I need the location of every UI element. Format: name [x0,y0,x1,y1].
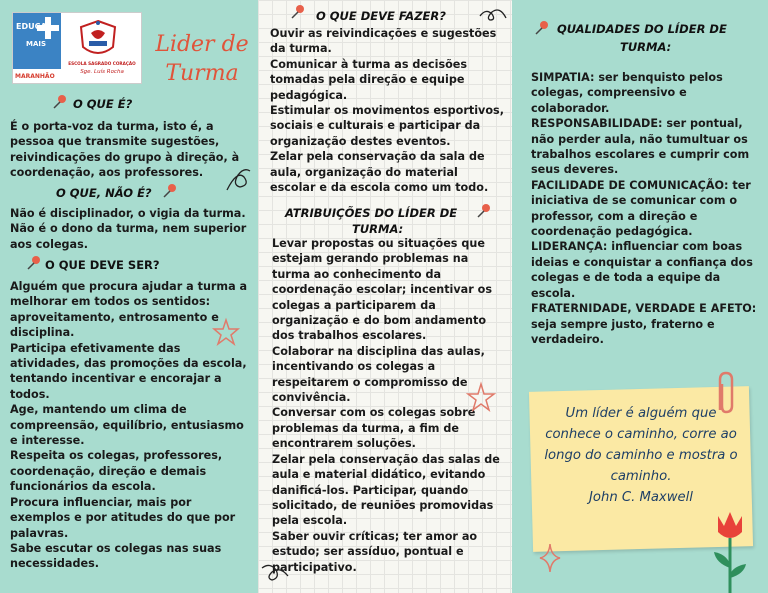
pushpin-icon [476,203,492,219]
text-qualities: SIMPATIA: ser benquisto pelos colegas, compreensivo e colaborador. RESPONSABILIDADE: ser pontual, não perder aula, não tumultuar os trabalhos escolares e cumprir com seus deveres. FACILIDADE DE COMUNICAÇÃO: ter iniciativa de se comunicar com o professor, com a direção e coordenação pedagógica. LIDERANÇA: influenciar com boas ideias e conquistar a confiança dos colegas e de toda a equipe da escola. FRATERNIDADE, VERDADE E AFETO: seja sempre justo, fraterno e verdadeiro. [531,71,757,346]
text-attributions: Levar propostas ou situações que estejam gerando problemas na turma ao conhecimento da coordenação escolar; incentivar os colegas a participarem da organização e do bom andamento dos trabalhos escolares. Colaborar na disciplina das aulas, incentivando os colegas a respeitarem o compromisso de convivência. Conversar com os colegas sobre problemas da turma, a fim de encontrarem soluções. Zelar pela conservação das salas de aula e material didático, evitando danificá-los. Participar, quando solicitado, de reuniões promovidas pela escola. Saber ouvir críticas; ter amor ao estudo; ser assíduo, pontual e participativo. [272,237,500,574]
pushpin-icon [52,94,68,110]
flower-icon [708,508,752,593]
logo-school-sub: Sge. Luís Rocha [80,69,124,75]
heading-qualities-1: QUALIDADES DO LÍDER DE [557,22,727,36]
star-doodle-icon [466,382,496,412]
page-title [148,30,256,88]
heading-qualities-2: TURMA: [620,40,672,54]
swirl-doodle-icon [222,165,252,195]
heading-should-be: O QUE DEVE SER? [45,258,160,272]
text-should-be: Alguém que procura ajudar a turma a melhorar em todos os sentidos: aproveitamento, entrosamento e disciplina. Participa efetivamente das atividades, das promoções da escola, tentando incentivar e encorajar a todos. Age, mantendo um clima de compreensão, equilíbrio, entusiasmo e interesse. Respeita os colegas, professores, coordenação, direção e demais funcionários da escola. Procura influenciar, mais por exemplos e por atitudes do que por palavras. Sabe escutar os colegas nas suas necessidades. [10,280,248,571]
swirl-doodle-icon [478,6,508,28]
title-line-2: Turma [165,61,239,86]
heading-should-do: O QUE DEVE FAZER? [316,9,446,23]
heading-what-not: O QUE, NÃO É? [56,186,152,200]
school-crest-icon [73,19,123,59]
pushpin-icon [534,20,550,36]
quote-author: John C. Maxwell [589,490,693,505]
logo-mais-text: MAIS [26,40,47,48]
text-what: É o porta-voz da turma, isto é, a pessoa que transmite sugestões, reivindicações do grupo à direção, à coordenação, aos professores. [10,120,240,180]
pushpin-icon [290,4,306,20]
heading-attributions-1: ATRIBUIÇÕES DO LÍDER DE [285,206,458,220]
logo-educa-text: EDUCA [16,22,47,31]
heading-what: O QUE É? [73,97,133,111]
quote-body: Um líder é alguém que conhece o caminho, corre ao longo do caminho e mostra o caminho. [544,406,738,484]
heading-attributions-2: TURMA: [352,222,404,236]
school-logo [12,12,142,84]
quote-text [538,403,744,508]
logo-state-text: MARANHÃO [15,73,55,80]
text-what-not: Não é disciplinador, o vigia da turma. Não é o dono da turma, nem superior aos colegas. [10,207,247,251]
star-doodle-icon [212,318,240,346]
pushpin-icon [162,183,178,199]
pushpin-icon [26,255,42,271]
title-line-1: Lider de [155,32,249,57]
logo-school-name: ESCOLA SAGRADO CORAÇÃO [68,61,136,66]
text-should-do: Ouvir as reivindicações e sugestões da turma. Comunicar à turma as decisões tomadas pela direção e equipe pedagógica. Estimular os movimentos esportivos, sociais e culturais e participar da organização destes eventos. Zelar pela conservação da sala de aula, organização do material escolar e da escola como um todo. [270,27,504,195]
sparkle-icon [540,544,560,572]
swirl-doodle-icon [260,560,290,590]
